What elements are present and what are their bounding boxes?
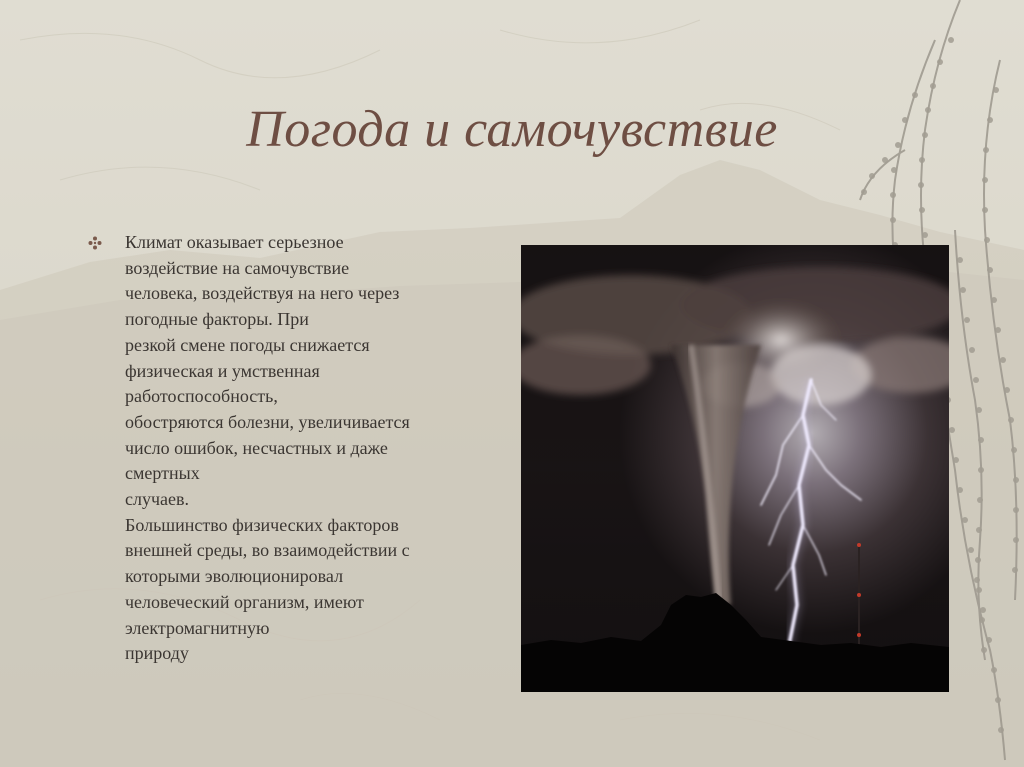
slide-title: Погода и самочувствие: [246, 101, 778, 158]
text-line: человека, воздействуя на него через: [125, 283, 400, 304]
text-line: работоспособность,: [125, 386, 278, 407]
text-line: электромагнитную: [125, 617, 270, 638]
text-line: погодные факторы. При: [125, 309, 309, 330]
diamond-fleur-bullet-icon: [88, 236, 102, 250]
text-line: физическая и умственная: [125, 360, 320, 381]
text-line: смертных: [125, 463, 200, 484]
text-line: воздействие на самочувствие: [125, 257, 350, 278]
text-line: случаев.: [125, 489, 190, 510]
text-line: Климат оказывает серьезное: [125, 232, 344, 252]
text-line: человеческий организм, имеют: [125, 591, 364, 612]
bullet-text: [125, 230, 505, 667]
tornado-lightning-image: [521, 245, 949, 692]
text-line: Большинство физических факторов: [125, 514, 399, 535]
text-line: резкой смене погоды снижается: [125, 334, 370, 355]
text-line: число ошибок, несчастных и даже: [125, 437, 388, 458]
text-line: природу: [125, 643, 189, 664]
text-line: обостряются болезни, увеличивается: [125, 411, 410, 432]
text-line: которыми эволюционировал: [125, 566, 344, 587]
text-line: внешней среды, во взаимодействии с: [125, 540, 410, 561]
